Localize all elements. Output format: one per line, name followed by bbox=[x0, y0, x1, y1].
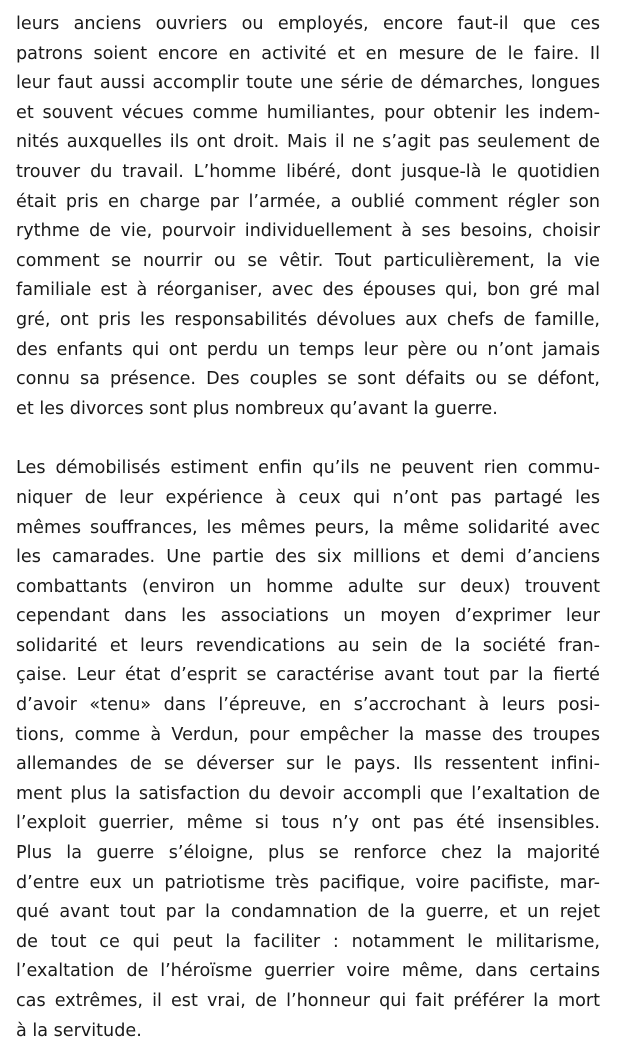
text-line: patrons soient encore en activité et en mesure de le faire. Il bbox=[16, 43, 600, 64]
text-line: cas extrêmes, il est vrai, de l’honneur qui fait préférer la mort bbox=[16, 991, 600, 1011]
text-line: qué avant tout par la condamnation de la guerre, et un rejet bbox=[16, 902, 600, 923]
text-line: et souvent vécues comme humiliantes, pour obtenir les indem- bbox=[16, 102, 600, 123]
text-line: à la servitude. bbox=[16, 1020, 142, 1041]
text-line: allemandes de se déverser sur le pays. Ils ressentent infini- bbox=[16, 754, 600, 775]
text-line: de tout ce qui peut la faciliter : notamment le militarisme, bbox=[16, 931, 600, 952]
text-line: leurs anciens ouvriers ou employés, encore faut-il que ces bbox=[16, 14, 600, 34]
paragraph-gap bbox=[16, 424, 600, 454]
text-line: trouver du travail. L’homme libéré, dont jusque-là le quotidien bbox=[16, 161, 600, 182]
paragraph-2 bbox=[16, 454, 600, 1046]
text-line: familiale est à réorganiser, avec des épouses qui, bon gré mal bbox=[16, 280, 600, 301]
document-page bbox=[16, 10, 600, 1046]
text-line: gré, ont pris les responsabilités dévolues aux chefs de famille, bbox=[16, 309, 600, 330]
text-line: mêmes souffrances, les mêmes peurs, la même solidarité avec bbox=[16, 517, 600, 538]
text-line: comment se nourrir ou se vêtir. Tout particulièrement, la vie bbox=[16, 250, 600, 271]
text-line: était pris en charge par l’armée, a oublié comment régler son bbox=[16, 191, 600, 212]
text-line: l’exaltation de l’héroïsme guerrier voire même, dans certains bbox=[16, 961, 600, 982]
text-line: niquer de leur expérience à ceux qui n’ont pas partagé les bbox=[16, 487, 600, 508]
text-line: Plus la guerre s’éloigne, plus se renforce chez la majorité bbox=[16, 843, 600, 864]
text-line: d’entre eux un patriotisme très pacifique, voire pacifiste, mar- bbox=[16, 872, 600, 893]
text-line: les camarades. Une partie des six millions et demi d’anciens bbox=[16, 547, 600, 568]
text-line: çaise. Leur état d’esprit se caractérise avant tout par la fierté bbox=[16, 665, 600, 686]
text-line: connu sa présence. Des couples se sont défaits ou se défont, bbox=[16, 369, 600, 390]
text-line: nités auxquelles ils ont droit. Mais il ne s’agit pas seulement de bbox=[16, 132, 600, 153]
text-line: cependant dans les associations un moyen d’exprimer leur bbox=[16, 606, 600, 627]
text-line: solidarité et leurs revendications au sein de la société fran- bbox=[16, 635, 600, 656]
text-line: l’exploit guerrier, même si tous n’y ont pas été insensibles. bbox=[16, 813, 600, 834]
paragraph-1 bbox=[16, 10, 600, 424]
text-line: et les divorces sont plus nombreux qu’avant la guerre. bbox=[16, 398, 498, 419]
text-line: tions, comme à Verdun, pour empêcher la masse des troupes bbox=[16, 724, 600, 745]
text-line: leur faut aussi accomplir toute une série de démarches, longues bbox=[16, 73, 600, 94]
text-line: d’avoir «tenu» dans l’épreuve, en s’accrochant à leurs posi- bbox=[16, 695, 600, 716]
text-line: des enfants qui ont perdu un temps leur père ou n’ont jamais bbox=[16, 339, 600, 360]
text-line: Les démobilisés estiment enfin qu’ils ne peuvent rien commu- bbox=[16, 458, 600, 479]
text-line: combattants (environ un homme adulte sur deux) trouvent bbox=[16, 576, 600, 597]
text-line: ment plus la satisfaction du devoir accompli que l’exaltation de bbox=[16, 783, 600, 804]
text-line: rythme de vie, pourvoir individuellement à ses besoins, choisir bbox=[16, 221, 600, 242]
